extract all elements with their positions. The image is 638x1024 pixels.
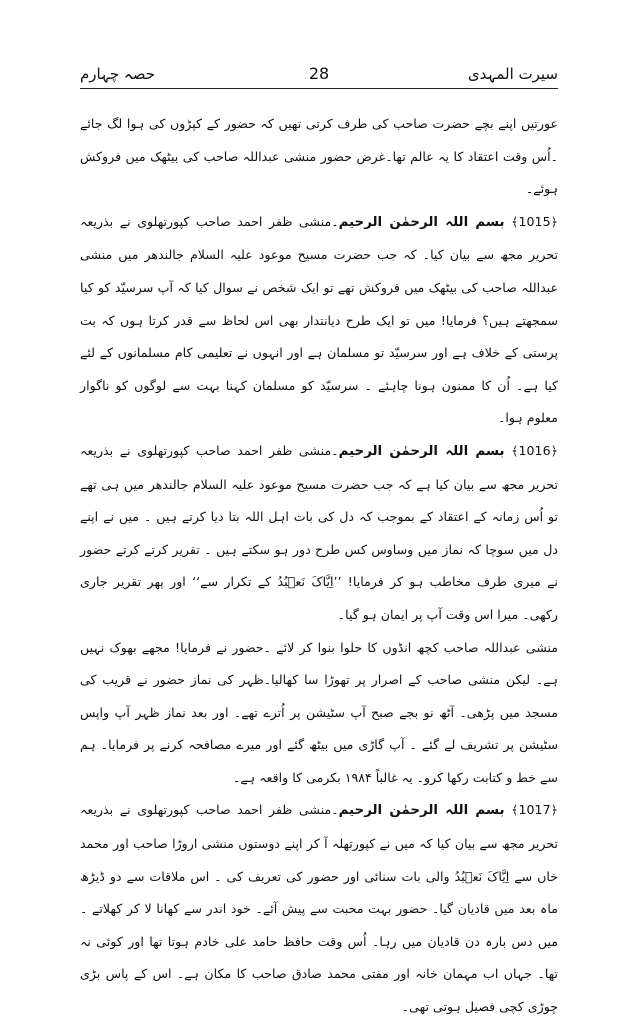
entry-1015 <box>80 206 558 435</box>
entry-number: ﴿1015﴾ <box>511 213 558 229</box>
paragraph-text: ۔منشی ظفر احمد صاحب کپورتھلوی نے بذریعہ تحریر مجھ سے بیان کیا ہے کہ جب حضرت مسیح موعود علیہ السلام جالندھر میں ہی تھے تو اُس زمانہ کے اعتقاد کے بموجب کہ دل کی بات اہل اللہ بتا دیا کرتے ہیں ۔ میں نے اپنے دل میں سوچا کہ نماز میں وساوس کس طرح دور ہو سکتے ہیں ۔ تقریر کرتے کرتے حضور نے میری طرف مخاطب ہو کر فرمایا! ’’اِیَّاکَ نَعۡبُدُ کے تکرار سے‘‘ اور پھر تقریر جاری رکھی۔ میرا اس وقت آپ پر ایمان ہو گیا۔ <box>80 442 558 622</box>
paragraph-continuation <box>80 108 558 206</box>
volume-label: حصہ چہارم <box>80 65 155 83</box>
paragraph-text: عورتیں اپنے بچے حضرت صاحب کی طرف کرتی تھیں کہ حضور کے کپڑوں کی ہوا لگ جائے ۔اُس وقت اعتقاد کا یہ عالم تھا۔غرض حضور منشی عبداللہ صاحب کی بیٹھک میں فروکش ہوئے۔ <box>80 116 558 197</box>
page-body <box>80 108 558 1024</box>
paragraph-text: منشی عبداللہ صاحب کچھ انڈوں کا حلوا بنوا کر لائے ۔حضور نے فرمایا! مجھے بھوک نہیں ہے۔ لیکن منشی صاحب کے اصرار پر تھوڑا سا کھالیا۔ظہر کی نماز حضور نے قریب کی مسجد میں پڑھی۔ آٹھ نو بجے صبح آپ سٹیشن پر اُترے تھے۔ اور بعد نماز ظہر آپ واپس سٹیشن پر تشریف لے گئے ۔ آپ گاڑی میں بیٹھ گئے اور میرے مصافحہ کرنے پر فرمایا۔ ہم سے خط و کتابت رکھا کرو۔ یہ غالباً ۱۹۸۴ بکرمی کا واقعہ ہے۔ <box>80 639 558 785</box>
page-number: 28 <box>308 64 330 83</box>
basmala: بسم اللہ الرحمٰن الرحیم <box>338 443 505 459</box>
basmala: بسم اللہ الرحمٰن الرحیم <box>338 214 505 230</box>
paragraph-halwa <box>80 632 558 795</box>
entry-number: ﴿1017﴾ <box>511 802 558 818</box>
running-header <box>80 62 558 89</box>
paragraph-text: ۔منشی ظفر احمد صاحب کپورتھلوی نے بذریعہ تحریر مجھ سے بیان کیا کہ میں نے کپورتھلہ آ کر اپنے دوستوں منشی اروڑا صاحب اور محمد خاں سے اِیَّاکَ نَعۡبُدُ والی بات سنائی اور حضور کی تعریف کی ۔ اس ملاقات سے دو ڈیڑھ ماہ بعد میں قادیان گیا۔ حضور بہت محبت سے پیش آئے۔ خود اندر سے کھانا لا کر کھلاتے ۔ میں دس بارہ دن قادیان میں رہا۔ اُس وقت حافظ حامد علی خادم ہوتا تھا اور کوئی نہ تھا۔ جہاں اب مہمان خانہ اور مفتی محمد صادق صاحب کا مکان ہے۔ اس کے پاس بڑی چوڑی کچی فصیل ہوتی تھی۔ <box>80 802 558 1015</box>
book-title: سیرت المہدی <box>467 65 558 83</box>
entry-number: ﴿1016﴾ <box>511 442 558 458</box>
paragraph-text: ۔منشی ظفر احمد صاحب کپورتھلوی نے بذریعہ تحریر مجھ سے بیان کیا۔ کہ جب حضرت مسیح موعود علیہ السلام جالندھر میں منشی عبداللہ صاحب کی بیٹھک میں فروکش تھے تو ایک شخص نے سوال کیا کہ آپ سرسیّد کو کیا سمجھتے ہیں؟ فرمایا! میں تو ایک طرح دیانتدار بھی اس لحاظ سے قدر کرتا ہوں کہ بت پرستی کے خلاف ہے اور سرسیّد تو مسلمان ہے اور انہوں نے تعلیمی کام مسلمانوں کے لئے کیا ہے۔ اُن کا ممنون ہونا چاہئے ۔ سرسیّد کو مسلمان کہنا بہت سے لوگوں کو ناگوار معلوم ہوا۔ <box>80 213 558 426</box>
entry-1017 <box>80 794 558 1023</box>
basmala: بسم اللہ الرحمٰن الرحیم <box>338 803 505 819</box>
entry-1016 <box>80 435 558 632</box>
